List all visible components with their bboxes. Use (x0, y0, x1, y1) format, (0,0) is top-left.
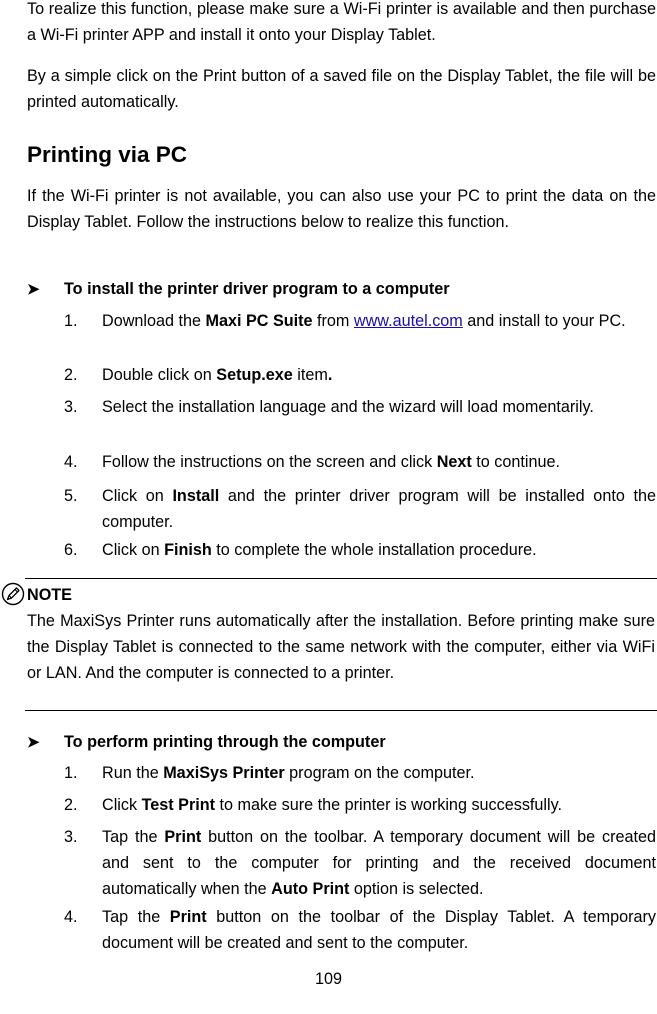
step-text-segment: to continue. (471, 453, 561, 471)
step-number: 4. (64, 908, 78, 926)
step-text-segment: option is selected. (349, 880, 484, 898)
step-item (64, 760, 656, 786)
step-text-segment: Click (102, 796, 142, 814)
perform-heading-text: To perform printing through the computer (64, 733, 386, 751)
step-text-segment: Click on (102, 541, 165, 559)
intro-paragraph-1: To realize this function, please make sure a Wi-Fi printer is available and then purchase a Wi-Fi printer APP and install it onto your Display Tablet. (27, 0, 656, 44)
emphasis-term: Setup.exe (216, 366, 293, 384)
step-text-segment: Tap the (102, 828, 165, 846)
step-item (64, 394, 656, 420)
step-number: 1. (64, 312, 78, 330)
step-text-segment: and the printer driver program will be installed onto the computer. (102, 487, 656, 531)
step-number: 4. (64, 453, 78, 471)
step-text-segment: item (292, 366, 328, 384)
step-text (102, 760, 656, 786)
step-text-segment: Follow the instructions on the screen and click (102, 453, 437, 471)
step-item (64, 824, 656, 902)
step-text-segment: button on the toolbar of the Display Tablet. A temporary document will be created and sent to the computer. (102, 908, 656, 952)
install-task-heading (27, 276, 450, 303)
step-text (102, 449, 656, 475)
step-text (102, 824, 656, 902)
step-number: 1. (64, 764, 78, 782)
step-text-segment: Download the (102, 312, 206, 330)
arrow-bullet-icon: ➤ (27, 734, 40, 751)
step-number: 2. (64, 366, 78, 384)
step-text (102, 792, 656, 818)
emphasis-term: . (327, 366, 333, 384)
step-text (102, 308, 656, 334)
step-item (64, 362, 656, 388)
intro-paragraph-2: By a simple click on the Print button of a saved file on the Display Tablet, the file will be printed automatically. (27, 67, 656, 111)
step-text-segment: program on the computer. (284, 764, 475, 782)
page-number: 109 (314, 970, 342, 988)
step-text-segment: to complete the whole installation procedure. (211, 541, 537, 559)
emphasis-term: Install (172, 487, 220, 505)
step-number: 6. (64, 541, 78, 559)
step-text-segment: Click on (102, 487, 173, 505)
emphasis-term: Print (164, 828, 202, 846)
step-number: 3. (64, 828, 78, 846)
emphasis-term: Finish (164, 541, 212, 559)
note-box (25, 578, 657, 711)
step-number: 5. (64, 487, 78, 505)
step-item (64, 308, 656, 334)
step-text (102, 483, 656, 535)
note-label: NOTE (27, 586, 72, 604)
step-text-segment: to make sure the printer is working successfully. (215, 796, 562, 814)
step-text (102, 394, 656, 420)
step-text-segment: Tap the (102, 908, 170, 926)
step-text-segment: button on the toolbar. A temporary document will be created and sent to the computer for printing and the received document automatically when the (102, 828, 656, 898)
step-text-segment: and install to your PC. (462, 312, 626, 330)
section-title: Printing via PC (27, 142, 188, 167)
emphasis-term: Next (436, 453, 472, 471)
step-number: 2. (64, 796, 78, 814)
install-heading-text: To install the printer driver program to a computer (64, 280, 450, 298)
step-text (102, 904, 656, 956)
step-text (102, 362, 656, 388)
pencil-icon (1, 582, 25, 606)
step-text-segment: Select the installation language and the wizard will load momentarily. (102, 398, 594, 416)
step-text (102, 537, 656, 563)
emphasis-term: Test Print (141, 796, 216, 814)
website-link[interactable]: www.autel.com (353, 312, 463, 330)
step-text-segment: from (312, 312, 354, 330)
note-text: The MaxiSys Printer runs automatically after the installation. Before printing make sure the Display Tablet is connected to the same network with the computer, either via WiFi or LAN. And the computer is connected to a printer. (27, 612, 655, 682)
step-item (64, 792, 656, 818)
step-item (64, 483, 656, 535)
emphasis-term: Auto Print (271, 880, 350, 898)
perform-task-heading (27, 729, 386, 756)
step-item (64, 904, 656, 956)
step-text-segment: Double click on (102, 366, 217, 384)
emphasis-term: MaxiSys Printer (163, 764, 285, 782)
note-bottom-divider (25, 710, 657, 711)
step-item (64, 449, 656, 475)
note-top-divider (25, 578, 657, 579)
step-number: 3. (64, 398, 78, 416)
emphasis-term: Print (169, 908, 207, 926)
step-item (64, 537, 656, 563)
section-intro-paragraph: If the Wi-Fi printer is not available, you can also use your PC to print the data on the Display Tablet. Follow the instructions below to realize this function. (27, 187, 656, 231)
step-text-segment: Run the (102, 764, 164, 782)
arrow-bullet-icon: ➤ (27, 281, 40, 298)
emphasis-term: Maxi PC Suite (205, 312, 313, 330)
